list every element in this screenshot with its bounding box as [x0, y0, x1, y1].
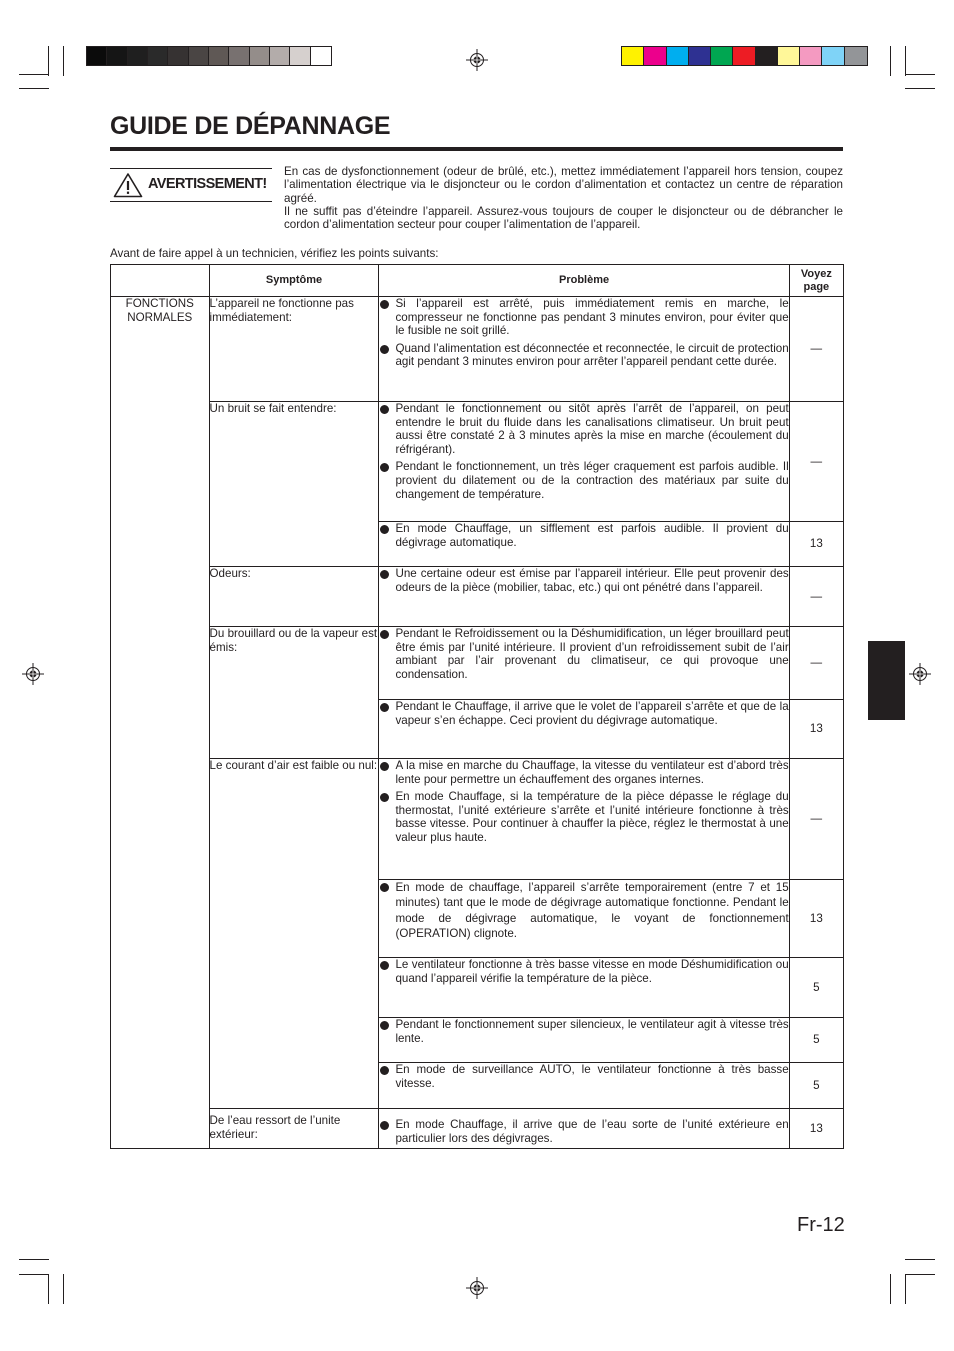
color-swatch	[756, 47, 778, 65]
problem-cell	[379, 297, 789, 402]
list-item: En mode Chauffage, si la température de la pièce dépasse le réglage du thermostat, l’unité extérieure s’arrête et l’unité intérieure fonctionne à très basse vitesse. Pour continuer à chauffer la pièce, réglez le thermostat à une valeur plus haute.	[379, 790, 788, 844]
warning-box	[110, 168, 272, 202]
problem-cell	[379, 567, 789, 627]
list-item: Si l’appareil est arrêté, puis immédiatement remis en marche, le compresseur ne fonctionne pas pendant 3 minutes environ, pour éviter que le fusible ne soit grillé.	[379, 297, 788, 338]
section-side-tab	[868, 641, 905, 720]
color-swatch	[148, 47, 168, 65]
list-item: En mode de chauffage, l’appareil s’arrête temporairement (entre 7 et 15 minutes) tant que le mode de dégivrage automatique fonctionne. Pendant le mode de dégivrage automatique, le voyant de fonctionnement (OPERATION) clignote.	[379, 880, 788, 941]
symptom-cell: L’appareil ne fonctionne pas immédiatement:	[209, 297, 379, 402]
table-header-row	[111, 265, 844, 297]
problem-cell	[379, 880, 789, 958]
page-cell: —	[789, 567, 843, 627]
header-category	[111, 265, 210, 297]
registration-mark-icon	[22, 663, 44, 685]
color-swatch	[87, 47, 107, 65]
problem-cell	[379, 759, 789, 880]
problem-cell	[379, 700, 789, 759]
list-item: En mode Chauffage, il arrive que de l’eau sorte de l’unité extérieure en particulier lors des dégivrages.	[379, 1118, 788, 1145]
title-underline	[110, 147, 843, 151]
list-item: Pendant le fonctionnement super silencieux, le ventilateur agit à vitesse très lente.	[379, 1018, 788, 1045]
list-item: Le ventilateur fonctionne à très basse vitesse en mode Déshumidification ou quand l’appareil vérifie la température de la pièce.	[379, 958, 788, 985]
color-swatch	[845, 47, 867, 65]
page-cell: —	[789, 759, 843, 880]
list-item: Quand l’alimentation est déconnectée et reconnectée, le circuit de protection agit pendant 3 minutes environ pour arrêter l’appareil pendant cette durée.	[379, 342, 788, 369]
problem-cell	[379, 522, 789, 567]
intro-text: Avant de faire appel à un technicien, vérifiez les points suivants:	[110, 247, 439, 260]
category-cell: FONCTIONS NORMALES	[111, 297, 210, 1149]
table-row	[111, 567, 844, 627]
problem-cell	[379, 958, 789, 1018]
problem-cell	[379, 1109, 789, 1149]
page-cell: 5	[789, 1063, 843, 1109]
color-swatch	[822, 47, 844, 65]
color-swatch	[622, 47, 644, 65]
list-item: Pendant le Chauffage, il arrive que le volet de l’appareil s’arrête et que de la vapeur s’en échappe. Ceci provient du dégivrage automatique.	[379, 700, 788, 727]
list-item: Pendant le fonctionnement ou sitôt après l’arrêt de l’appareil, on peut entendre le bruit du fluide dans les canalisations climatiseur. Un bruit peut aussi être constaté 2 à 3 minutes après la mise en marche (écoulement du réfrigérant).	[379, 402, 788, 456]
symptom-cell: Odeurs:	[209, 567, 379, 627]
color-swatch	[250, 47, 270, 65]
table-row	[111, 1109, 844, 1149]
page-cell: 5	[789, 1018, 843, 1063]
table-row	[111, 627, 844, 700]
registration-mark-icon	[909, 663, 931, 685]
problem-cell	[379, 402, 789, 522]
color-swatch	[270, 47, 290, 65]
color-swatch	[189, 47, 209, 65]
warning-paragraph: En cas de dysfonctionnement (odeur de brûlé, etc.), mettez immédiatement l’appareil hors tension, coupez l’alimentation électrique via le disjoncteur ou le cordon d’alimentation et contactez un centre de réparation agréé.	[284, 165, 843, 205]
color-swatch	[778, 47, 800, 65]
warning-paragraph: Il ne suffit pas d’éteindre l’appareil. Assurez-vous toujours de couper le disjoncteur ou de débrancher le cordon d’alimentation secteur pour couper l’alimentation de l’appareil.	[284, 204, 843, 232]
problem-cell	[379, 1018, 789, 1063]
table-row	[111, 759, 844, 880]
symptom-cell: Du brouillard ou de la vapeur est émis:	[209, 627, 379, 759]
page-title: GUIDE DE DÉPANNAGE	[110, 112, 391, 140]
symptom-cell: De l’eau ressort de l’unite extérieur:	[209, 1109, 379, 1149]
header-problem: Problème	[379, 265, 789, 297]
list-item: En mode de surveillance AUTO, le ventilateur fonctionne à très basse vitesse.	[379, 1063, 788, 1090]
color-swatch	[107, 47, 127, 65]
page-number: Fr-12	[797, 1214, 845, 1236]
color-calibration-bar	[621, 46, 868, 66]
color-swatch	[644, 47, 666, 65]
color-swatch	[800, 47, 822, 65]
page-cell: —	[789, 627, 843, 700]
page-cell: —	[789, 297, 843, 402]
page-cell: —	[789, 402, 843, 522]
warning-text	[284, 165, 843, 231]
warning-label: AVERTISSEMENT!	[148, 176, 267, 192]
list-item: Pendant le fonctionnement, un très léger craquement est parfois audible. Il provient du dilatement ou de la contraction des matériaux par suite du changement de température.	[379, 460, 788, 501]
color-swatch	[229, 47, 249, 65]
page-cell: 5	[789, 958, 843, 1018]
color-swatch	[209, 47, 229, 65]
color-swatch	[168, 47, 188, 65]
color-swatch	[311, 47, 331, 65]
color-swatch	[689, 47, 711, 65]
color-swatch	[711, 47, 733, 65]
table-row	[111, 297, 844, 402]
page-cell: 13	[789, 522, 843, 567]
color-swatch	[290, 47, 310, 65]
registration-mark-icon	[466, 1277, 488, 1299]
symptom-cell: Le courant d’air est faible ou nul:	[209, 759, 379, 1109]
problem-cell	[379, 627, 789, 700]
color-swatch	[733, 47, 755, 65]
list-item: Une certaine odeur est émise par l’appareil intérieur. Elle peut provenir des odeurs de la pièce (mobilier, tabac, etc.) qui ont pénétré dans l’appareil.	[379, 567, 788, 594]
table-row	[111, 402, 844, 522]
list-item: A la mise en marche du Chauffage, la vitesse du ventilateur est d’abord très lente pour permettre un échauffement des organes internes.	[379, 759, 788, 786]
page-cell: 13	[789, 880, 843, 958]
page-cell: 13	[789, 700, 843, 759]
problem-cell	[379, 1063, 789, 1109]
registration-mark-icon	[466, 49, 488, 71]
color-swatch	[128, 47, 148, 65]
symptom-cell: Un bruit se fait entendre:	[209, 402, 379, 567]
header-page: Voyez page	[789, 265, 843, 297]
troubleshooting-table	[110, 264, 844, 1149]
header-symptom: Symptôme	[209, 265, 379, 297]
page-cell: 13	[789, 1109, 843, 1149]
gray-calibration-bar	[86, 46, 332, 66]
list-item: Pendant le Refroidissement ou la Déshumidification, un léger brouillard peut être émis par l’unité intérieure. Il provient d’un refroidissement subit de l’air ambiant par l’air provenant du climatiseur, ce qui provoque une condensation.	[379, 627, 788, 681]
list-item: En mode Chauffage, un sifflement est parfois audible. Il provient du dégivrage automatique.	[379, 522, 788, 549]
warning-triangle-icon	[113, 172, 143, 198]
color-swatch	[667, 47, 689, 65]
